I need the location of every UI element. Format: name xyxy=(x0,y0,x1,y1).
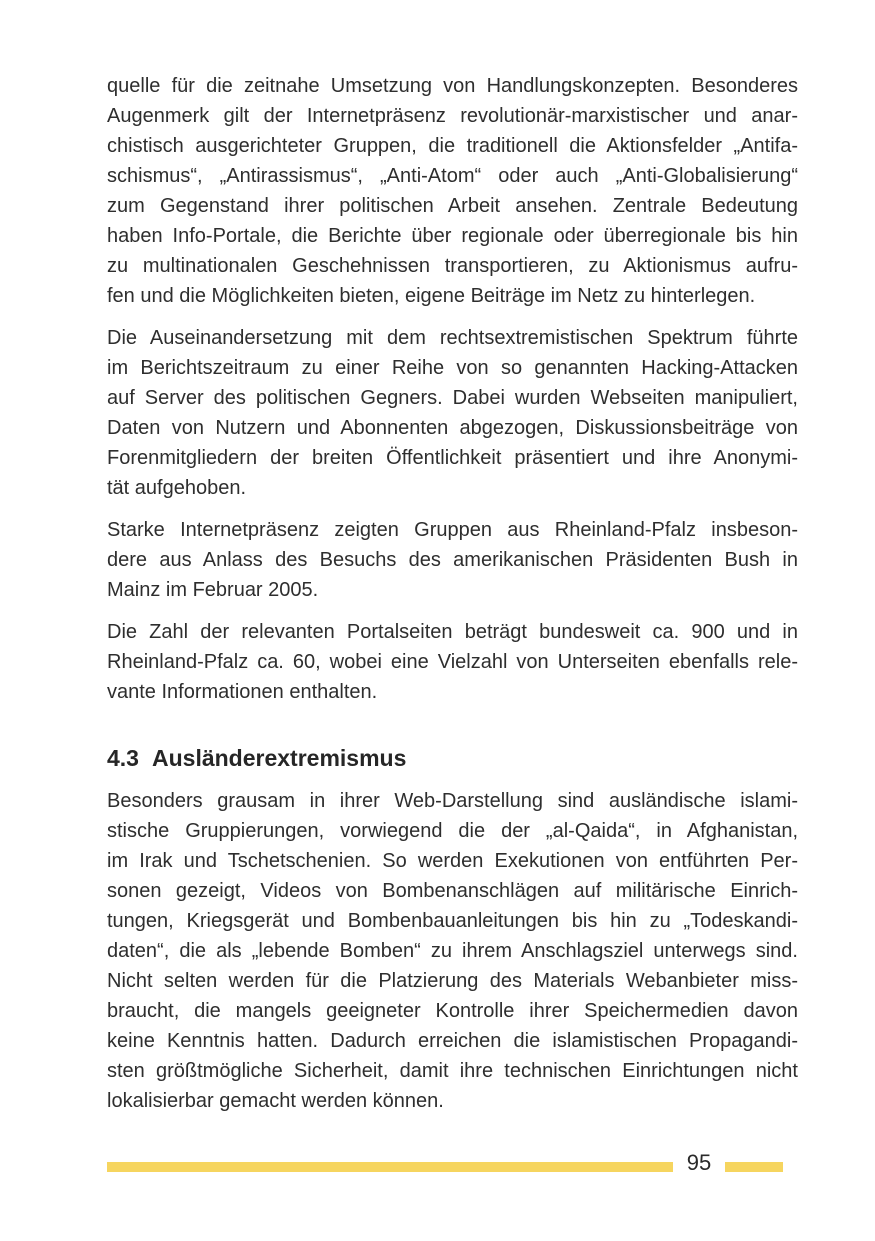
text-line: dere aus Anlass des Besuchs des amerikanischen Präsidenten Bush in xyxy=(107,549,798,571)
text-line: Nicht selten werden für die Platzierung des Materials Webanbieter miss- xyxy=(107,970,798,992)
text-line: Starke Internetpräsenz zeigten Gruppen aus Rheinland-Pfalz insbeson- xyxy=(107,519,798,541)
text-line: quelle für die zeitnahe Umsetzung von Handlungskonzepten. Besonderes xyxy=(107,75,798,97)
text-line: vante Informationen enthalten. xyxy=(107,681,378,703)
text-line: Forenmitgliedern der breiten Öffentlichkeit präsentiert und ihre Anonymi- xyxy=(107,447,798,469)
text-line: zum Gegenstand ihrer politischen Arbeit ansehen. Zentrale Bedeutung xyxy=(107,195,798,217)
text-line: Die Auseinandersetzung mit dem rechtsextremistischen Spektrum führte xyxy=(107,327,798,349)
paragraph xyxy=(107,786,798,1116)
paragraph xyxy=(107,515,798,605)
section-heading xyxy=(107,743,798,773)
footer-rule-short xyxy=(725,1162,783,1172)
text-line: Augenmerk gilt der Internetpräsenz revolutionär-marxistischer und anar- xyxy=(107,105,798,127)
text-line: tät aufgehoben. xyxy=(107,477,247,499)
text-line: daten“, die als „lebende Bomben“ zu ihrem Anschlagsziel unterwegs sind. xyxy=(107,940,798,962)
text-line: Besonders grausam in ihrer Web-Darstellung sind ausländische islami- xyxy=(107,790,798,812)
text-line: zu multinationalen Geschehnissen transportieren, zu Aktionismus aufru- xyxy=(107,255,798,277)
text-line: im Berichtszeitraum zu einer Reihe von so genannten Hacking-Attacken xyxy=(107,357,798,379)
text-line: sten größtmögliche Sicherheit, damit ihre technischen Einrichtungen nicht xyxy=(107,1060,798,1082)
text-line: sonen gezeigt, Videos von Bombenanschlägen auf militärische Einrich- xyxy=(107,880,798,902)
section-number: 4.3 xyxy=(107,745,139,771)
text-line: chistisch ausgerichteter Gruppen, die traditionell die Aktionsfelder „Antifa- xyxy=(107,135,798,157)
text-line: haben Info-Portale, die Berichte über regionale oder überregionale bis hin xyxy=(107,225,798,247)
text-line: tungen, Kriegsgerät und Bombenbauanleitungen bis hin zu „Todeskandi- xyxy=(107,910,798,932)
text-line: Die Zahl der relevanten Portalseiten beträgt bundesweit ca. 900 und in xyxy=(107,621,798,643)
text-line: keine Kenntnis hatten. Dadurch erreichen die islamistischen Propagandi- xyxy=(107,1030,798,1052)
text-line: im Irak und Tschetschenien. So werden Exekutionen von entführten Per- xyxy=(107,850,798,872)
text-line: stische Gruppierungen, vorwiegend die der „al-Qaida“, in Afghanistan, xyxy=(107,820,798,842)
text-line: Daten von Nutzern und Abonnenten abgezogen, Diskussionsbeiträge von xyxy=(107,417,798,439)
text-line: lokalisierbar gemacht werden können. xyxy=(107,1090,444,1112)
text-line: fen und die Möglichkeiten bieten, eigene Beiträge im Netz zu hinterlegen. xyxy=(107,285,756,307)
text-line: auf Server des politischen Gegners. Dabei wurden Webseiten manipuliert, xyxy=(107,387,798,409)
section-title: Ausländerextremismus xyxy=(152,745,407,771)
text-line: braucht, die mangels geeigneter Kontrolle ihrer Speichermedien davon xyxy=(107,1000,798,1022)
paragraph xyxy=(107,71,798,311)
text-line: schismus“, „Antirassismus“, „Anti-Atom“ oder auch „Anti-Globalisierung“ xyxy=(107,165,798,187)
paragraph xyxy=(107,323,798,503)
page-number: 95 xyxy=(686,1150,712,1175)
text-line: Mainz im Februar 2005. xyxy=(107,579,319,601)
text-line: Rheinland-Pfalz ca. 60, wobei eine Vielzahl von Unterseiten ebenfalls rele- xyxy=(107,651,798,673)
footer-rule-long xyxy=(107,1162,673,1172)
page-content xyxy=(107,71,798,1128)
paragraph xyxy=(107,617,798,707)
